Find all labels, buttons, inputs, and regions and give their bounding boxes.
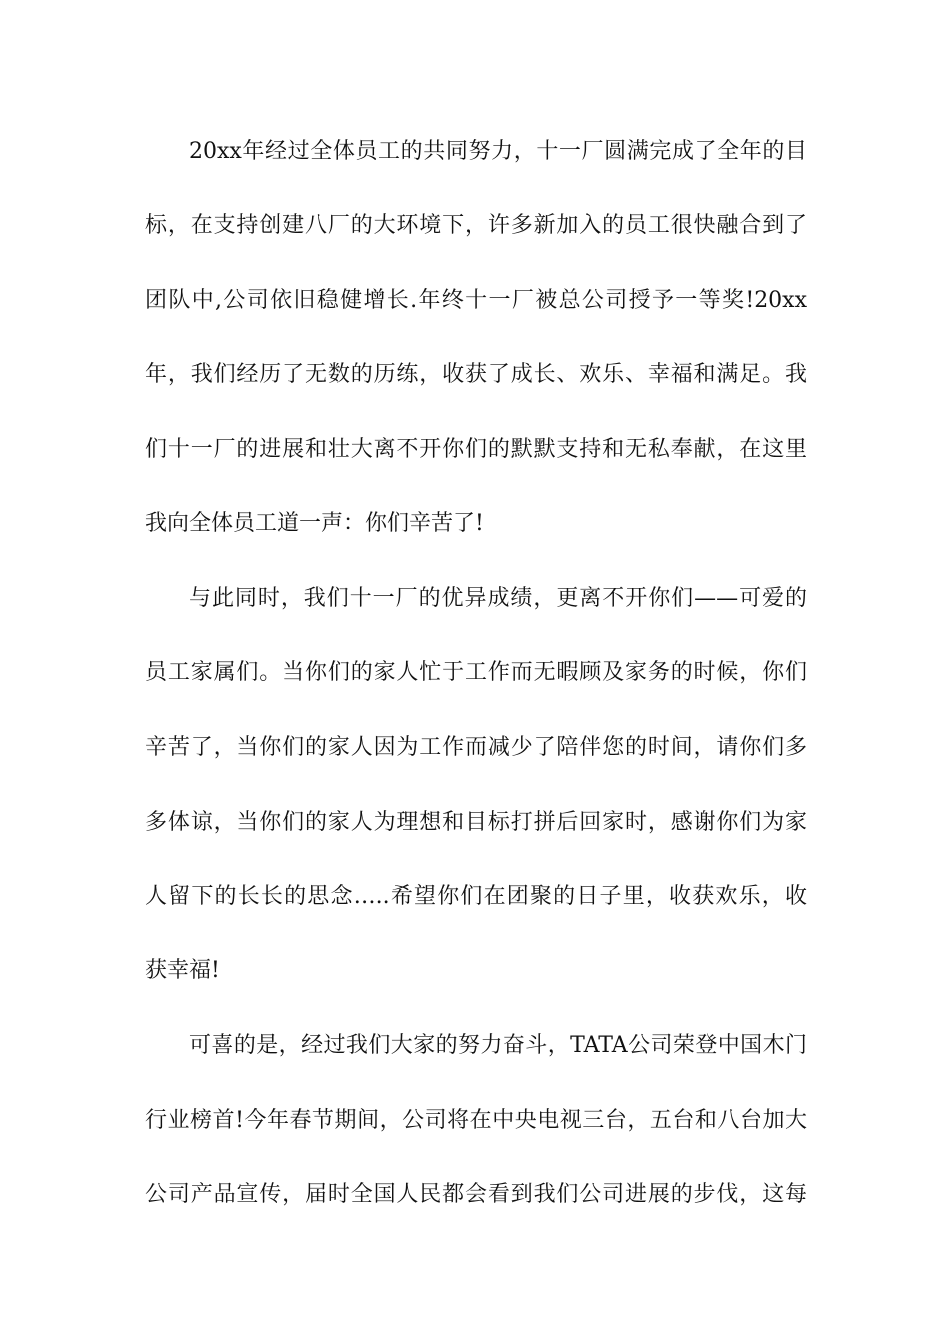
text-line: 团队中,公司依旧稳健增长.年终十一厂被总公司授予一等奖!20xx	[145, 288, 807, 313]
text-line: 标，在支持创建八厂的大环境下，许多新加入的员工很快融合到了	[145, 213, 807, 238]
text-line: 多体谅，当你们的家人为理想和目标打拼后回家时，感谢你们为家	[145, 810, 807, 835]
text-line: 辛苦了，当你们的家人因为工作而减少了陪伴您的时间，请你们多	[145, 735, 807, 760]
text-line: 20xx年经过全体员工的共同努力，十一厂圆满完成了全年的目	[189, 139, 807, 164]
text-line: 我向全体员工道一声：你们辛苦了!	[145, 511, 484, 536]
text-line: 与此同时，我们十一厂的优异成绩，更离不开你们——可爱的	[189, 586, 807, 611]
text-line: 可喜的是，经过我们大家的努力奋斗，TATA公司荣登中国木门	[189, 1033, 807, 1058]
text-line: 公司产品宣传，届时全国人民都会看到我们公司进展的步伐，这每	[145, 1182, 807, 1207]
text-line: 员工家属们。当你们的家人忙于工作而无暇顾及家务的时候，你们	[145, 660, 807, 685]
text-line: 们十一厂的进展和壮大离不开你们的默默支持和无私奉献，在这里	[145, 437, 807, 462]
text-line: 人留下的长长的思念…..希望你们在团聚的日子里，收获欢乐，收	[145, 884, 807, 909]
text-line: 年，我们经历了无数的历练，收获了成长、欢乐、幸福和满足。我	[145, 362, 807, 387]
text-line: 行业榜首!今年春节期间，公司将在中央电视三台，五台和八台加大	[145, 1108, 807, 1133]
text-line: 获幸福!	[145, 958, 220, 983]
